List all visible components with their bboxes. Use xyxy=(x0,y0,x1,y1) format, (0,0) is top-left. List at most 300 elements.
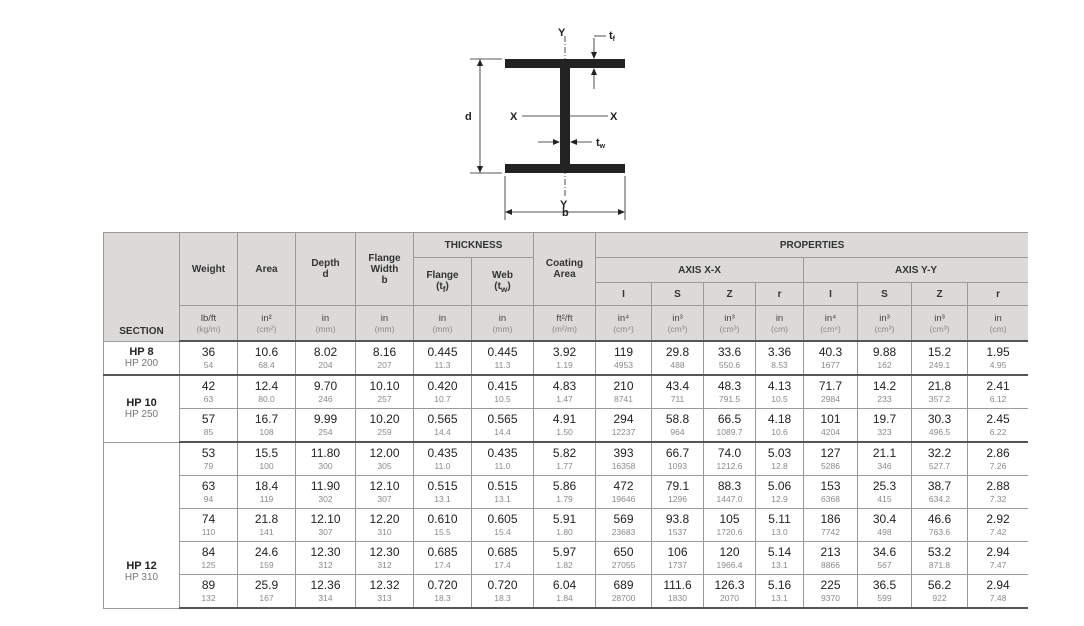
unit-us: in xyxy=(775,312,784,324)
data-cell xyxy=(912,375,968,409)
prop-symbol: Z xyxy=(704,283,756,306)
value-si: 498 xyxy=(877,526,892,537)
value-us: 79.1 xyxy=(665,478,690,493)
unit-cell xyxy=(414,306,472,342)
value-us: 0.435 xyxy=(427,445,458,460)
value-us: 126.3 xyxy=(714,577,745,592)
value-si: 357.2 xyxy=(928,393,951,404)
unit-si: (cm) xyxy=(771,323,789,334)
value-si: 11.0 xyxy=(494,460,511,471)
table-row xyxy=(104,509,1029,542)
value-us: 5.16 xyxy=(767,577,792,592)
data-cell xyxy=(652,375,704,409)
value-us: 225 xyxy=(820,577,841,592)
value-us: 66.5 xyxy=(717,411,742,426)
data-cell xyxy=(912,476,968,509)
value-si: 18.3 xyxy=(434,592,451,603)
value-us: 53 xyxy=(201,445,216,460)
unit-cell xyxy=(756,306,804,342)
value-si: 13.0 xyxy=(771,526,788,537)
data-cell xyxy=(414,409,472,443)
value-si: 711 xyxy=(670,393,685,404)
table-row xyxy=(104,375,1029,409)
tw-label: tw xyxy=(596,137,606,150)
prop-symbol: r xyxy=(756,283,804,306)
section-name: HP 8 xyxy=(129,345,154,358)
table-row xyxy=(104,409,1029,443)
data-cell xyxy=(704,341,756,375)
data-cell xyxy=(596,341,652,375)
weight-header: Weight xyxy=(180,233,238,306)
data-cell xyxy=(238,442,296,476)
value-us: 15.5 xyxy=(254,445,279,460)
data-cell xyxy=(356,542,414,575)
value-si: 1737 xyxy=(668,559,687,570)
unit-cell xyxy=(704,306,756,342)
value-us: 689 xyxy=(613,577,634,592)
data-cell xyxy=(804,409,858,443)
data-cell xyxy=(180,442,238,476)
web-thickness-header: Web $(t_w)$ xyxy=(472,258,534,306)
unit-si: (cm³) xyxy=(874,323,895,334)
data-cell xyxy=(596,409,652,443)
value-us: 38.7 xyxy=(927,478,952,493)
value-us: 74.0 xyxy=(717,445,742,460)
value-si: 313 xyxy=(377,592,392,603)
value-us: 46.6 xyxy=(927,511,952,526)
data-cell xyxy=(356,341,414,375)
value-us: 32.2 xyxy=(927,445,952,460)
value-si: 246 xyxy=(318,393,333,404)
prop-symbol: I xyxy=(596,283,652,306)
unit-us: in³ xyxy=(879,312,890,324)
value-si: 300 xyxy=(318,460,333,471)
data-cell xyxy=(296,542,356,575)
value-us: 71.7 xyxy=(818,378,843,393)
unit-si: (cm³) xyxy=(667,323,688,334)
data-cell xyxy=(968,476,1028,509)
value-us: 393 xyxy=(613,445,634,460)
value-us: 12.10 xyxy=(369,478,400,493)
data-cell xyxy=(596,442,652,476)
data-cell xyxy=(472,409,534,443)
unit-cell xyxy=(356,306,414,342)
unit-cell xyxy=(238,306,296,342)
value-us: 2.45 xyxy=(986,411,1010,426)
value-us: 12.20 xyxy=(369,511,400,526)
value-us: 58.8 xyxy=(665,411,690,426)
flange-thickness-header: Flange $(t_f)$ xyxy=(414,258,472,306)
data-cell xyxy=(238,341,296,375)
value-us: 16.7 xyxy=(254,411,279,426)
value-si: 6.22 xyxy=(989,426,1007,437)
data-cell xyxy=(912,341,968,375)
value-us: 2.86 xyxy=(986,445,1010,460)
value-si: 249.1 xyxy=(928,359,951,370)
data-cell xyxy=(968,542,1028,575)
value-us: 294 xyxy=(613,411,634,426)
value-si: 254 xyxy=(318,426,333,437)
value-si: 80.0 xyxy=(258,393,275,404)
value-us: 43.4 xyxy=(665,378,690,393)
data-cell xyxy=(238,375,296,409)
value-si: 19646 xyxy=(611,493,636,504)
value-si: 13.1 xyxy=(771,592,788,603)
value-us: 2.41 xyxy=(986,378,1010,393)
value-us: 2.94 xyxy=(986,544,1010,559)
data-cell xyxy=(414,509,472,542)
value-us: 9.88 xyxy=(872,344,897,359)
data-cell xyxy=(858,409,912,443)
value-si: 599 xyxy=(877,592,892,603)
value-si: 13.1 xyxy=(771,559,788,570)
data-cell xyxy=(296,476,356,509)
units-row xyxy=(104,306,1029,342)
data-cell xyxy=(180,476,238,509)
section-name-si: HP 310 xyxy=(124,571,159,583)
table-row xyxy=(104,542,1029,575)
data-cell xyxy=(414,542,472,575)
data-cell xyxy=(912,542,968,575)
value-si: 167 xyxy=(259,592,274,603)
unit-si: (cm³) xyxy=(929,323,950,334)
value-us: 84 xyxy=(201,544,216,559)
value-si: 763.6 xyxy=(928,526,951,537)
value-us: 0.445 xyxy=(487,344,518,359)
value-us: 6.04 xyxy=(552,577,577,592)
value-us: 30.4 xyxy=(872,511,897,526)
value-si: 1212.6 xyxy=(716,460,743,471)
value-si: 1.77 xyxy=(556,460,573,471)
unit-us: in xyxy=(380,312,389,324)
data-cell xyxy=(180,375,238,409)
value-us: 56.2 xyxy=(927,577,952,592)
data-cell xyxy=(858,542,912,575)
data-cell xyxy=(912,509,968,542)
value-si: 964 xyxy=(670,426,685,437)
unit-us: in xyxy=(438,312,447,324)
value-us: 5.06 xyxy=(767,478,792,493)
value-us: 42 xyxy=(201,378,216,393)
section-header: SECTION xyxy=(104,233,180,342)
value-us: 48.3 xyxy=(717,378,742,393)
value-si: 567 xyxy=(877,559,892,570)
value-us: 74 xyxy=(201,511,216,526)
value-si: 15.5 xyxy=(434,526,451,537)
properties-table-container xyxy=(103,232,1028,612)
value-si: 1830 xyxy=(668,592,687,603)
data-cell xyxy=(472,575,534,609)
prop-symbol: S xyxy=(652,283,704,306)
value-si: 791.5 xyxy=(718,393,741,404)
data-cell xyxy=(472,542,534,575)
data-cell xyxy=(238,509,296,542)
value-si: 1296 xyxy=(668,493,687,504)
unit-si: (mm) xyxy=(374,323,395,334)
data-cell xyxy=(534,509,596,542)
value-si: 1.82 xyxy=(556,559,573,570)
tf-label: tf xyxy=(609,30,616,43)
value-us: 14.2 xyxy=(872,378,897,393)
value-si: 7.26 xyxy=(989,460,1007,471)
value-us: 12.10 xyxy=(310,511,341,526)
data-cell xyxy=(180,509,238,542)
value-us: 63 xyxy=(201,478,216,493)
data-cell xyxy=(534,476,596,509)
value-us: 21.8 xyxy=(254,511,279,526)
data-cell xyxy=(912,442,968,476)
unit-si: (cm⁴) xyxy=(820,323,841,334)
value-us: 1.95 xyxy=(986,344,1010,359)
section-cell xyxy=(104,341,180,375)
data-cell xyxy=(652,442,704,476)
value-us: 34.6 xyxy=(872,544,897,559)
table-row xyxy=(104,341,1029,375)
value-si: 125 xyxy=(201,559,216,570)
data-cell xyxy=(704,542,756,575)
value-si: 7742 xyxy=(821,526,840,537)
value-us: 3.92 xyxy=(552,344,577,359)
value-us: 213 xyxy=(820,544,841,559)
data-cell xyxy=(472,509,534,542)
value-si: 8866 xyxy=(821,559,840,570)
value-si: 233 xyxy=(877,393,892,404)
prop-symbol: I xyxy=(804,283,858,306)
value-us: 106 xyxy=(667,544,688,559)
unit-si: (mm) xyxy=(492,323,513,334)
value-si: 7.48 xyxy=(989,592,1007,603)
value-us: 3.36 xyxy=(767,344,792,359)
unit-us: in³ xyxy=(672,312,683,324)
value-si: 14.4 xyxy=(494,426,511,437)
value-si: 207 xyxy=(377,359,392,370)
value-si: 4.95 xyxy=(989,359,1007,370)
value-si: 7.47 xyxy=(989,559,1007,570)
value-si: 527.7 xyxy=(928,460,951,471)
data-cell xyxy=(596,509,652,542)
value-us: 12.30 xyxy=(310,544,341,559)
value-us: 101 xyxy=(820,411,841,426)
value-si: 257 xyxy=(377,393,392,404)
value-si: 10.6 xyxy=(771,426,788,437)
data-cell xyxy=(804,375,858,409)
data-cell xyxy=(596,575,652,609)
value-si: 18.3 xyxy=(494,592,511,603)
value-us: 5.11 xyxy=(768,511,791,526)
unit-cell xyxy=(804,306,858,342)
data-cell xyxy=(296,409,356,443)
data-cell xyxy=(912,409,968,443)
value-us: 4.18 xyxy=(767,411,792,426)
value-si: 415 xyxy=(877,493,892,504)
data-cell xyxy=(968,575,1028,609)
value-si: 10.5 xyxy=(771,393,788,404)
data-cell xyxy=(968,442,1028,476)
value-si: 302 xyxy=(318,493,333,504)
value-us: 21.8 xyxy=(927,378,952,393)
depth-label: d xyxy=(465,111,472,123)
area-header: Area xyxy=(238,233,296,306)
data-cell xyxy=(296,341,356,375)
value-si: 23683 xyxy=(611,526,636,537)
prop-symbol: S xyxy=(858,283,912,306)
value-us: 8.16 xyxy=(372,344,397,359)
data-cell xyxy=(534,409,596,443)
value-si: 496.5 xyxy=(928,426,951,437)
table-row xyxy=(104,476,1029,509)
value-si: 312 xyxy=(318,559,333,570)
unit-us: in⁴ xyxy=(824,312,837,324)
value-us: 0.445 xyxy=(427,344,458,359)
data-cell xyxy=(804,476,858,509)
value-us: 0.605 xyxy=(487,511,518,526)
value-si: 922 xyxy=(932,592,947,603)
data-cell xyxy=(534,442,596,476)
width-label: b xyxy=(562,207,569,219)
value-si: 17.4 xyxy=(434,559,451,570)
value-us: 12.36 xyxy=(310,577,341,592)
unit-us: in xyxy=(498,312,507,324)
value-us: 153 xyxy=(820,478,841,493)
value-si: 100 xyxy=(259,460,274,471)
value-us: 0.610 xyxy=(427,511,458,526)
value-si: 27055 xyxy=(611,559,636,570)
data-cell xyxy=(238,575,296,609)
value-si: 1089.7 xyxy=(716,426,743,437)
value-us: 12.4 xyxy=(254,378,279,393)
value-us: 36.5 xyxy=(872,577,897,592)
value-us: 5.82 xyxy=(552,445,577,460)
data-cell xyxy=(704,575,756,609)
section-name: HP 10 xyxy=(126,396,157,409)
value-us: 569 xyxy=(613,511,634,526)
value-us: 0.515 xyxy=(487,478,518,493)
value-si: 307 xyxy=(318,526,333,537)
y-top-label: Y xyxy=(558,27,566,39)
value-si: 1.84 xyxy=(556,592,573,603)
data-cell xyxy=(858,509,912,542)
value-si: 7.32 xyxy=(989,493,1007,504)
value-si: 12.9 xyxy=(771,493,788,504)
value-si: 11.3 xyxy=(494,359,511,370)
value-us: 0.515 xyxy=(427,478,458,493)
value-us: 11.80 xyxy=(310,445,341,460)
data-cell xyxy=(180,341,238,375)
data-cell xyxy=(704,375,756,409)
value-us: 88.3 xyxy=(717,478,742,493)
value-us: 89 xyxy=(201,577,216,592)
value-si: 8.53 xyxy=(771,359,788,370)
value-si: 550.6 xyxy=(718,359,741,370)
value-us: 5.03 xyxy=(767,445,792,460)
data-cell xyxy=(356,575,414,609)
value-us: 21.1 xyxy=(872,445,897,460)
value-us: 5.14 xyxy=(767,544,792,559)
data-cell xyxy=(180,575,238,609)
unit-us: lb/ft xyxy=(200,312,217,324)
data-cell xyxy=(858,341,912,375)
value-si: 17.4 xyxy=(494,559,511,570)
data-cell xyxy=(472,442,534,476)
unit-si: (cm²) xyxy=(256,323,277,334)
value-si: 28700 xyxy=(611,592,636,603)
value-si: 108 xyxy=(259,426,274,437)
properties-header: PROPERTIES xyxy=(596,233,1028,258)
axis-yy-header: AXIS Y-Y xyxy=(804,258,1028,283)
value-us: 30.3 xyxy=(927,411,952,426)
y-bottom-label: Y xyxy=(560,199,568,211)
data-cell xyxy=(804,442,858,476)
data-cell xyxy=(596,476,652,509)
value-si: 13.1 xyxy=(494,493,511,504)
data-cell xyxy=(756,542,804,575)
value-si: 94 xyxy=(203,493,214,504)
value-si: 85 xyxy=(203,426,214,437)
unit-cell xyxy=(858,306,912,342)
data-cell xyxy=(704,509,756,542)
flange-width-header: Flange Width b xyxy=(356,233,414,306)
unit-si: (cm⁴) xyxy=(613,323,634,334)
value-si: 488 xyxy=(670,359,685,370)
data-cell xyxy=(756,476,804,509)
data-cell xyxy=(858,575,912,609)
unit-us: in xyxy=(994,312,1002,324)
data-cell xyxy=(180,409,238,443)
value-si: 1677 xyxy=(821,359,840,370)
unit-us: ft²/ft xyxy=(556,312,573,324)
value-us: 4.91 xyxy=(552,411,577,426)
value-si: 1966.4 xyxy=(716,559,743,570)
section-name-si: HP 250 xyxy=(124,408,159,420)
value-us: 2.92 xyxy=(986,511,1010,526)
value-si: 1.79 xyxy=(556,493,573,504)
value-si: 11.3 xyxy=(434,359,451,370)
data-cell xyxy=(238,542,296,575)
coating-area-header: Coating Area xyxy=(534,233,596,306)
value-us: 5.86 xyxy=(552,478,577,493)
data-cell xyxy=(704,409,756,443)
h-pile-section-diagram xyxy=(450,14,650,226)
data-cell xyxy=(912,575,968,609)
table-row xyxy=(104,442,1029,476)
value-us: 12.00 xyxy=(369,445,400,460)
value-us: 111.6 xyxy=(663,577,692,592)
data-cell xyxy=(804,509,858,542)
data-cell xyxy=(180,542,238,575)
value-us: 66.7 xyxy=(665,445,690,460)
value-si: 9370 xyxy=(821,592,840,603)
value-us: 210 xyxy=(613,378,634,393)
value-us: 5.97 xyxy=(552,544,577,559)
value-si: 2984 xyxy=(821,393,840,404)
value-us: 4.83 xyxy=(552,378,577,393)
value-si: 132 xyxy=(201,592,216,603)
data-cell xyxy=(704,476,756,509)
value-us: 0.435 xyxy=(487,445,518,460)
unit-si: (mm) xyxy=(315,323,336,334)
value-us: 119 xyxy=(613,344,634,359)
value-si: 1.47 xyxy=(556,393,573,404)
unit-us: in xyxy=(321,312,330,324)
data-cell xyxy=(756,442,804,476)
value-us: 9.99 xyxy=(313,411,338,426)
value-si: 259 xyxy=(377,426,392,437)
unit-us: in⁴ xyxy=(617,312,630,324)
value-us: 24.6 xyxy=(254,544,279,559)
value-si: 54 xyxy=(203,359,214,370)
value-us: 18.4 xyxy=(254,478,279,493)
data-cell xyxy=(968,409,1028,443)
